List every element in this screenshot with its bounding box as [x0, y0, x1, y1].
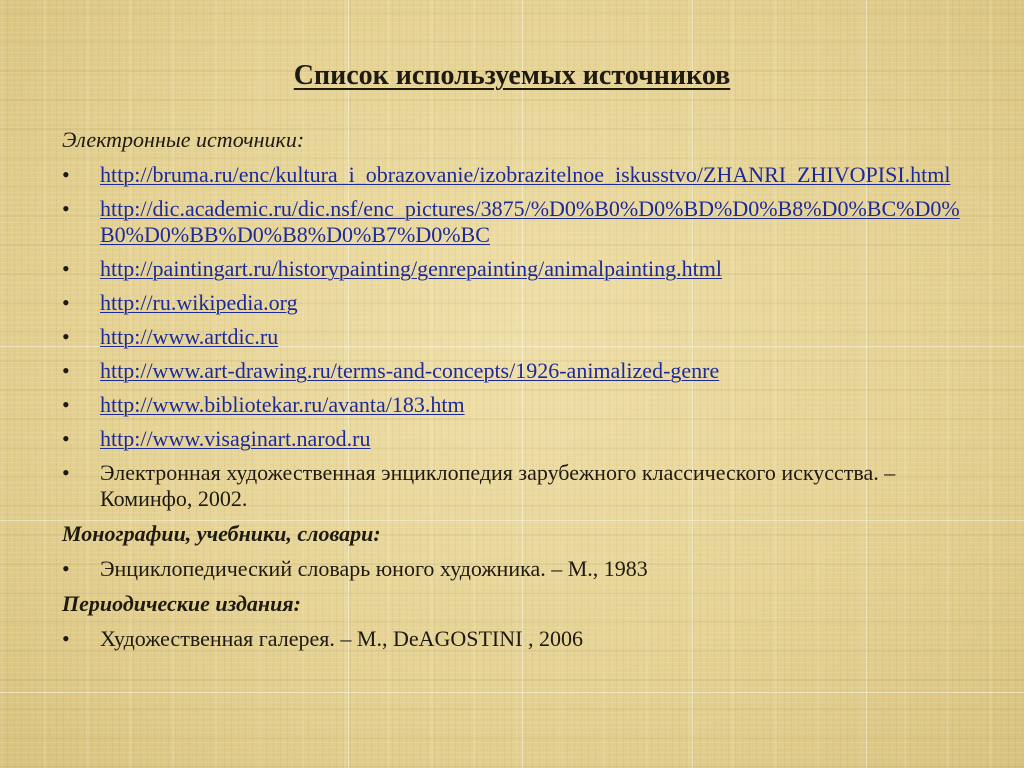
- source-link[interactable]: http://bruma.ru/enc/kultura_i_obrazovanie/izobrazitelnoe_iskusstvo/ZHANRI_ZHIVOPISI.html: [100, 162, 951, 187]
- list-item: [62, 324, 962, 350]
- list-item: [62, 196, 962, 248]
- monographs-list: [62, 556, 962, 582]
- electronic-sources-list: [62, 162, 962, 512]
- section-heading-monographs: Монографии, учебники, словари:: [62, 521, 381, 546]
- bullet: •: [62, 196, 70, 221]
- source-link[interactable]: http://www.art-drawing.ru/terms-and-concepts/1926-animalized-genre: [100, 358, 720, 383]
- reference-text: Электронная художественная энциклопедия зарубежного классического искусства. – Коминфо, 2002.: [100, 460, 896, 511]
- bullet: •: [62, 426, 70, 451]
- list-item: [62, 162, 962, 188]
- list-item: [62, 556, 962, 582]
- source-link[interactable]: http://www.visaginart.narod.ru: [100, 426, 371, 451]
- list-item: [62, 460, 962, 512]
- list-item: [62, 358, 962, 384]
- reference-text: Художественная галерея. – М., DeAGOSTINI , 2006: [100, 626, 583, 651]
- source-link[interactable]: http://dic.academic.ru/dic.nsf/enc_pictures/3875/%D0%B0%D0%BD%D0%B8%D0%BC%D0%B0%D0%BB%D0%B8%D0%B7%D0%BC: [100, 196, 960, 247]
- list-item: [62, 392, 962, 418]
- periodicals-list: [62, 626, 962, 652]
- list-item: [62, 626, 962, 652]
- section-heading-electronic: Электронные источники:: [62, 127, 305, 152]
- bullet: •: [62, 556, 70, 581]
- reference-text: Энциклопедический словарь юного художника. – М., 1983: [100, 556, 648, 581]
- sources-content: [62, 126, 962, 660]
- bullet: •: [62, 290, 70, 315]
- bullet: •: [62, 256, 70, 281]
- list-item: [62, 426, 962, 452]
- section-heading-periodicals: Периодические издания:: [62, 591, 301, 616]
- source-link[interactable]: http://paintingart.ru/historypainting/genrepainting/animalpainting.html: [100, 256, 723, 281]
- bullet: •: [62, 162, 70, 187]
- bullet: •: [62, 324, 70, 349]
- list-item: [62, 256, 962, 282]
- bullet: •: [62, 626, 70, 651]
- page-title: Список используемых источников: [293, 60, 731, 91]
- list-item: [62, 290, 962, 316]
- bullet: •: [62, 358, 70, 383]
- source-link[interactable]: http://www.bibliotekar.ru/avanta/183.htm: [100, 392, 465, 417]
- bullet: •: [62, 460, 70, 485]
- source-link[interactable]: http://www.artdic.ru: [100, 324, 279, 349]
- source-link[interactable]: http://ru.wikipedia.org: [100, 290, 298, 315]
- bullet: •: [62, 392, 70, 417]
- texture-line: [0, 692, 1024, 693]
